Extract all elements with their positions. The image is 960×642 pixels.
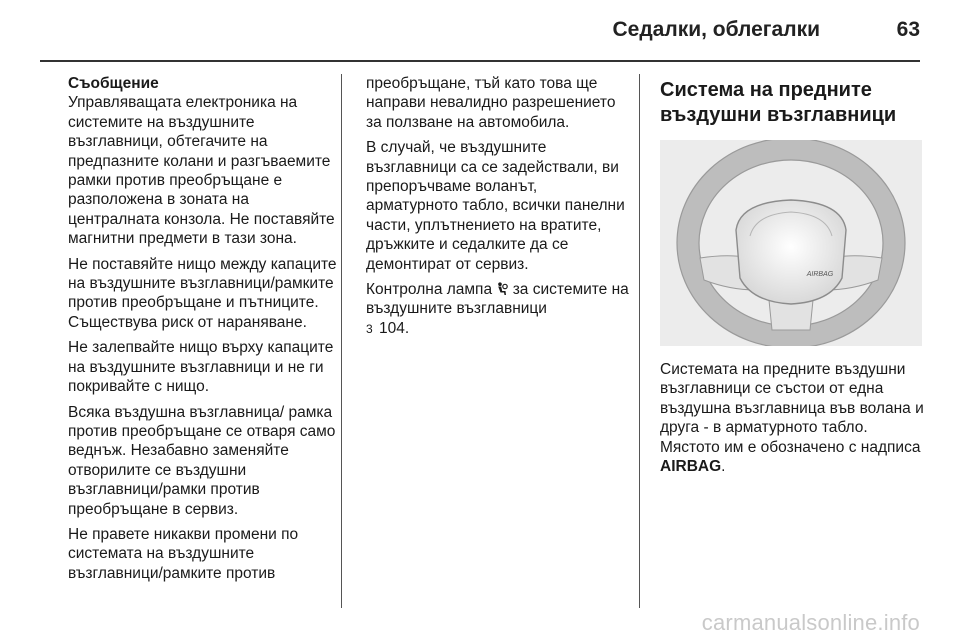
paragraph: В случай, че въздушните възглавници са се задействали, ви препоръчваме воланът, арматурното табло, всички панелни части, уплътнението на вратите, дръжките и седалките да се демонтират от сервиз.	[366, 139, 625, 273]
paragraph: Не поставяйте нищо между капаците на въздушните възглавници/рамките против преобръщане и пътниците. Съществува риск от нараняване.	[68, 255, 337, 331]
airbag-label-strong: AIRBAG	[660, 458, 722, 476]
section-title: Система на предните въздушни възглавници	[660, 79, 897, 126]
paragraph: Не правете никакви промени по системата на въздушните възглавници/рамките против	[68, 525, 299, 582]
page-reference-link[interactable]: 104.	[379, 319, 410, 337]
notice-subheading: Съобщение	[68, 75, 159, 92]
page-header-title: Седалки, облегалки	[612, 18, 820, 41]
sentence-end: .	[721, 458, 726, 476]
airbag-warning-lamp-icon	[496, 282, 508, 296]
column-divider	[341, 74, 342, 608]
front-airbag-description: Системата на предните въздушни възглавници се състои от една въздушна възглавница във волана и друга - в арматурното табло. Мястото им е обозначено с надписа	[660, 361, 924, 456]
warning-lamp-paragraph	[366, 280, 632, 339]
paragraph: Управляващата електроника на системите на въздушните възглавници, обтегачите на предпазните колани и разгъваемите рамки против преобръщане е разположена в зоната на централната конзола. Не поставяйте магнитни предмети в тази зона.	[68, 94, 335, 248]
paragraph: Всяка въздушна възглавница/ рамка против преобръщане се отваря само веднъж. Незабавно заменяйте отворилите се въздушни възглавници/рамки против преобръщане в сервиз.	[68, 403, 336, 518]
column-1	[68, 74, 340, 589]
column-2	[366, 74, 632, 345]
page-number: 63	[896, 18, 920, 41]
page-reference-arrow-icon: 3	[366, 321, 373, 336]
lamp-text-prefix: Контролна лампа	[366, 281, 493, 299]
watermark: carmanualsonline.info	[701, 610, 920, 635]
steering-wheel-airbag-illustration	[660, 140, 922, 346]
column-divider	[639, 74, 640, 608]
paragraph: преобръщане, тъй като това ще направи невалидно разрешението за ползване на автомобила.	[366, 75, 616, 131]
paragraph	[660, 360, 924, 476]
airbag-cover-label: AIRBAG	[806, 271, 834, 278]
column-3	[660, 74, 924, 482]
header-divider	[40, 60, 920, 62]
lamp-text-suffix: за системите на въздушните възглавници	[366, 281, 629, 318]
paragraph: Не залепвайте нищо върху капаците на въздушните възглавници и не ги покривайте с нищо.	[68, 339, 334, 396]
